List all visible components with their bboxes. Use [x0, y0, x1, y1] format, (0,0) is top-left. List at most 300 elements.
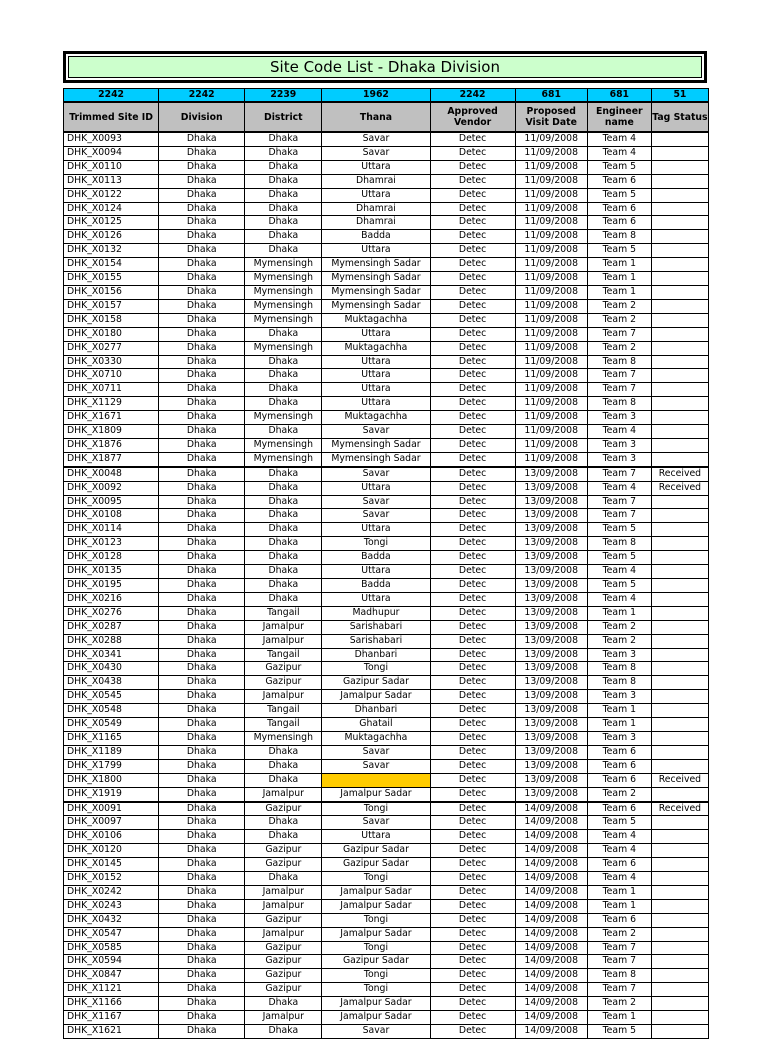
- table-cell[interactable]: Dhaka: [245, 230, 322, 244]
- table-cell[interactable]: Detec: [430, 885, 515, 899]
- table-cell[interactable]: [651, 718, 708, 732]
- table-cell[interactable]: [651, 955, 708, 969]
- table-cell[interactable]: Muktagachha: [322, 731, 430, 745]
- table-cell[interactable]: 11/09/2008: [515, 230, 587, 244]
- table-cell[interactable]: Team 2: [587, 787, 651, 801]
- table-cell[interactable]: DHK_X0113: [64, 174, 159, 188]
- table-cell[interactable]: DHK_X0847: [64, 969, 159, 983]
- table-cell[interactable]: Detec: [430, 537, 515, 551]
- table-cell[interactable]: [651, 759, 708, 773]
- table-cell[interactable]: 14/09/2008: [515, 899, 587, 913]
- table-cell[interactable]: Detec: [430, 787, 515, 801]
- table-cell[interactable]: Mymensingh: [245, 438, 322, 452]
- table-cell[interactable]: Tongi: [322, 983, 430, 997]
- table-cell[interactable]: Tangail: [245, 606, 322, 620]
- table-cell[interactable]: 13/09/2008: [515, 592, 587, 606]
- table-cell[interactable]: Dhaka: [245, 467, 322, 481]
- table-cell[interactable]: Dhaka: [245, 146, 322, 160]
- table-cell[interactable]: Team 3: [587, 452, 651, 466]
- table-cell[interactable]: [651, 355, 708, 369]
- table-cell[interactable]: 13/09/2008: [515, 690, 587, 704]
- table-cell[interactable]: 11/09/2008: [515, 452, 587, 466]
- table-cell[interactable]: DHK_X0277: [64, 341, 159, 355]
- table-cell[interactable]: Detec: [430, 438, 515, 452]
- table-cell[interactable]: Team 1: [587, 258, 651, 272]
- table-cell[interactable]: 11/09/2008: [515, 216, 587, 230]
- table-cell[interactable]: Detec: [430, 634, 515, 648]
- table-cell[interactable]: Dhaka: [159, 411, 245, 425]
- table-cell[interactable]: Team 6: [587, 174, 651, 188]
- table-cell[interactable]: DHK_X0154: [64, 258, 159, 272]
- table-cell[interactable]: Detec: [430, 495, 515, 509]
- table-cell[interactable]: Mymensingh: [245, 411, 322, 425]
- table-cell[interactable]: DHK_X0152: [64, 872, 159, 886]
- table-cell[interactable]: Team 2: [587, 299, 651, 313]
- table-cell[interactable]: Team 8: [587, 230, 651, 244]
- table-cell[interactable]: [651, 258, 708, 272]
- table-cell[interactable]: 14/09/2008: [515, 872, 587, 886]
- table-cell[interactable]: Detec: [430, 299, 515, 313]
- table-cell[interactable]: Detec: [430, 551, 515, 565]
- table-cell[interactable]: Team 1: [587, 704, 651, 718]
- table-cell[interactable]: DHK_X1809: [64, 425, 159, 439]
- table-cell[interactable]: Dhaka: [159, 383, 245, 397]
- table-cell[interactable]: [651, 927, 708, 941]
- table-cell[interactable]: 14/09/2008: [515, 1025, 587, 1039]
- table-cell[interactable]: DHK_X0288: [64, 634, 159, 648]
- table-cell[interactable]: Dhaka: [245, 383, 322, 397]
- table-cell[interactable]: 14/09/2008: [515, 816, 587, 830]
- table-cell[interactable]: Dhaka: [159, 997, 245, 1011]
- table-cell[interactable]: 11/09/2008: [515, 313, 587, 327]
- table-cell[interactable]: 13/09/2008: [515, 634, 587, 648]
- table-cell[interactable]: Detec: [430, 844, 515, 858]
- table-cell[interactable]: Team 6: [587, 858, 651, 872]
- table-cell[interactable]: [651, 745, 708, 759]
- table-cell[interactable]: DHK_X0122: [64, 188, 159, 202]
- table-cell[interactable]: DHK_X1621: [64, 1025, 159, 1039]
- table-cell[interactable]: Dhaka: [245, 481, 322, 495]
- table-cell[interactable]: [651, 537, 708, 551]
- table-cell[interactable]: DHK_X1919: [64, 787, 159, 801]
- table-cell[interactable]: Detec: [430, 272, 515, 286]
- table-cell[interactable]: 11/09/2008: [515, 146, 587, 160]
- table-cell[interactable]: 11/09/2008: [515, 341, 587, 355]
- table-cell[interactable]: Ghatail: [322, 718, 430, 732]
- table-cell[interactable]: Detec: [430, 899, 515, 913]
- table-cell[interactable]: [651, 341, 708, 355]
- table-cell[interactable]: DHK_X1189: [64, 745, 159, 759]
- table-cell[interactable]: Dhaka: [159, 1025, 245, 1039]
- table-cell[interactable]: Tongi: [322, 537, 430, 551]
- table-cell[interactable]: [651, 285, 708, 299]
- table-cell[interactable]: Detec: [430, 759, 515, 773]
- table-cell[interactable]: Dhaka: [159, 230, 245, 244]
- table-cell[interactable]: Badda: [322, 551, 430, 565]
- table-cell[interactable]: Uttara: [322, 160, 430, 174]
- table-cell[interactable]: Dhaka: [159, 467, 245, 481]
- table-cell[interactable]: Team 7: [587, 941, 651, 955]
- table-cell[interactable]: Received: [651, 481, 708, 495]
- table-cell[interactable]: [651, 830, 708, 844]
- table-cell[interactable]: Gazipur Sadar: [322, 955, 430, 969]
- table-cell[interactable]: Uttara: [322, 188, 430, 202]
- table-cell[interactable]: Dhaka: [159, 355, 245, 369]
- table-cell[interactable]: Dhaka: [159, 872, 245, 886]
- table-cell[interactable]: DHK_X0097: [64, 816, 159, 830]
- table-cell[interactable]: Detec: [430, 830, 515, 844]
- table-cell[interactable]: 14/09/2008: [515, 969, 587, 983]
- table-cell[interactable]: Jamalpur Sadar: [322, 997, 430, 1011]
- table-cell[interactable]: Team 4: [587, 592, 651, 606]
- table-cell[interactable]: Detec: [430, 662, 515, 676]
- table-cell[interactable]: 14/09/2008: [515, 802, 587, 816]
- table-cell[interactable]: Dhaka: [245, 202, 322, 216]
- table-cell[interactable]: Dhaka: [159, 718, 245, 732]
- table-cell[interactable]: Detec: [430, 648, 515, 662]
- table-cell[interactable]: Team 8: [587, 397, 651, 411]
- table-cell[interactable]: 11/09/2008: [515, 132, 587, 146]
- table-cell[interactable]: Detec: [430, 146, 515, 160]
- table-cell[interactable]: [651, 244, 708, 258]
- table-cell[interactable]: Detec: [430, 997, 515, 1011]
- table-cell[interactable]: DHK_X0158: [64, 313, 159, 327]
- table-cell[interactable]: Savar: [322, 1025, 430, 1039]
- table-cell[interactable]: Mymensingh: [245, 285, 322, 299]
- table-cell[interactable]: 14/09/2008: [515, 955, 587, 969]
- table-cell[interactable]: [651, 858, 708, 872]
- table-cell[interactable]: Team 2: [587, 620, 651, 634]
- table-cell[interactable]: Gazipur: [245, 955, 322, 969]
- table-cell[interactable]: 14/09/2008: [515, 1011, 587, 1025]
- table-cell[interactable]: Dhaka: [159, 690, 245, 704]
- table-cell[interactable]: 11/09/2008: [515, 258, 587, 272]
- table-cell[interactable]: Gazipur Sadar: [322, 844, 430, 858]
- table-cell[interactable]: Team 7: [587, 495, 651, 509]
- table-cell[interactable]: Dhaka: [159, 160, 245, 174]
- table-cell[interactable]: Dhaka: [159, 188, 245, 202]
- table-cell[interactable]: Savar: [322, 509, 430, 523]
- table-cell[interactable]: DHK_X1129: [64, 397, 159, 411]
- table-cell[interactable]: Gazipur: [245, 941, 322, 955]
- table-cell[interactable]: Received: [651, 773, 708, 787]
- table-cell[interactable]: Team 6: [587, 759, 651, 773]
- table-cell[interactable]: Dhaka: [159, 244, 245, 258]
- table-cell[interactable]: Uttara: [322, 244, 430, 258]
- table-cell[interactable]: DHK_X1877: [64, 452, 159, 466]
- table-cell[interactable]: Detec: [430, 174, 515, 188]
- table-cell[interactable]: Dhaka: [159, 132, 245, 146]
- table-cell[interactable]: Savar: [322, 745, 430, 759]
- table-cell[interactable]: 13/09/2008: [515, 606, 587, 620]
- table-cell[interactable]: Dhaka: [245, 160, 322, 174]
- table-cell[interactable]: Mymensingh: [245, 341, 322, 355]
- table-cell[interactable]: [651, 941, 708, 955]
- table-cell[interactable]: 13/09/2008: [515, 537, 587, 551]
- table-cell[interactable]: 11/09/2008: [515, 160, 587, 174]
- table-cell[interactable]: Dhaka: [245, 592, 322, 606]
- table-cell[interactable]: DHK_X0092: [64, 481, 159, 495]
- table-cell[interactable]: DHK_X0124: [64, 202, 159, 216]
- table-cell[interactable]: Savar: [322, 467, 430, 481]
- table-cell[interactable]: Mymensingh Sadar: [322, 258, 430, 272]
- table-cell[interactable]: Detec: [430, 509, 515, 523]
- table-cell[interactable]: Dhaka: [159, 438, 245, 452]
- table-cell[interactable]: DHK_X0094: [64, 146, 159, 160]
- table-cell[interactable]: Dhaka: [159, 579, 245, 593]
- table-cell[interactable]: Tangail: [245, 648, 322, 662]
- table-cell[interactable]: 13/09/2008: [515, 731, 587, 745]
- table-cell[interactable]: Dhaka: [245, 1025, 322, 1039]
- table-cell[interactable]: [651, 690, 708, 704]
- table-cell[interactable]: Jamalpur: [245, 634, 322, 648]
- table-cell[interactable]: Dhamrai: [322, 174, 430, 188]
- table-cell[interactable]: [651, 383, 708, 397]
- table-cell[interactable]: Detec: [430, 858, 515, 872]
- table-cell[interactable]: DHK_X0091: [64, 802, 159, 816]
- table-cell[interactable]: 13/09/2008: [515, 565, 587, 579]
- table-cell[interactable]: [651, 676, 708, 690]
- table-cell[interactable]: Team 5: [587, 816, 651, 830]
- table-cell[interactable]: Team 6: [587, 216, 651, 230]
- table-cell[interactable]: Tangail: [245, 704, 322, 718]
- table-cell[interactable]: Savar: [322, 759, 430, 773]
- table-cell[interactable]: Jamalpur: [245, 787, 322, 801]
- table-cell[interactable]: Team 6: [587, 202, 651, 216]
- table-cell[interactable]: DHK_X1799: [64, 759, 159, 773]
- table-cell[interactable]: Dhaka: [159, 773, 245, 787]
- table-cell[interactable]: [651, 146, 708, 160]
- table-cell[interactable]: [651, 648, 708, 662]
- table-cell[interactable]: Dhaka: [159, 830, 245, 844]
- table-cell[interactable]: Jamalpur Sadar: [322, 1011, 430, 1025]
- table-cell[interactable]: DHK_X0106: [64, 830, 159, 844]
- table-cell[interactable]: Jamalpur Sadar: [322, 690, 430, 704]
- table-cell[interactable]: DHK_X0114: [64, 523, 159, 537]
- table-cell[interactable]: Dhaka: [159, 648, 245, 662]
- table-cell[interactable]: Dhaka: [159, 704, 245, 718]
- table-cell[interactable]: [651, 606, 708, 620]
- table-cell[interactable]: Detec: [430, 452, 515, 466]
- table-cell[interactable]: 13/09/2008: [515, 704, 587, 718]
- table-cell[interactable]: [651, 579, 708, 593]
- table-cell[interactable]: Mymensingh: [245, 731, 322, 745]
- table-cell[interactable]: Jamalpur Sadar: [322, 927, 430, 941]
- table-cell[interactable]: 13/09/2008: [515, 759, 587, 773]
- table-cell[interactable]: Dhaka: [245, 523, 322, 537]
- table-cell[interactable]: Dhaka: [159, 481, 245, 495]
- table-cell[interactable]: [651, 634, 708, 648]
- table-cell[interactable]: Mymensingh Sadar: [322, 285, 430, 299]
- table-cell[interactable]: Dhaka: [159, 495, 245, 509]
- table-cell[interactable]: 11/09/2008: [515, 383, 587, 397]
- table-cell[interactable]: [651, 495, 708, 509]
- table-cell[interactable]: DHK_X0287: [64, 620, 159, 634]
- table-cell[interactable]: DHK_X0548: [64, 704, 159, 718]
- table-cell[interactable]: 11/09/2008: [515, 202, 587, 216]
- table-cell[interactable]: [651, 1011, 708, 1025]
- table-cell[interactable]: Detec: [430, 160, 515, 174]
- table-cell[interactable]: Gazipur Sadar: [322, 676, 430, 690]
- table-cell[interactable]: Dhaka: [245, 369, 322, 383]
- table-cell[interactable]: Dhaka: [245, 579, 322, 593]
- table-cell[interactable]: Detec: [430, 731, 515, 745]
- table-cell[interactable]: Detec: [430, 983, 515, 997]
- table-cell[interactable]: DHK_X0341: [64, 648, 159, 662]
- table-cell[interactable]: Team 6: [587, 773, 651, 787]
- table-cell[interactable]: DHK_X1876: [64, 438, 159, 452]
- table-cell[interactable]: Dhaka: [159, 551, 245, 565]
- table-cell[interactable]: Dhaka: [245, 495, 322, 509]
- table-cell[interactable]: Badda: [322, 579, 430, 593]
- table-cell[interactable]: Team 7: [587, 509, 651, 523]
- table-cell[interactable]: Team 5: [587, 1025, 651, 1039]
- table-cell[interactable]: Dhaka: [159, 858, 245, 872]
- table-cell[interactable]: Uttara: [322, 383, 430, 397]
- table-cell[interactable]: [651, 509, 708, 523]
- table-cell[interactable]: Dhaka: [159, 634, 245, 648]
- table-cell[interactable]: DHK_X0585: [64, 941, 159, 955]
- table-cell[interactable]: DHK_X0710: [64, 369, 159, 383]
- table-cell[interactable]: Dhamrai: [322, 202, 430, 216]
- table-cell[interactable]: Mymensingh: [245, 313, 322, 327]
- table-cell[interactable]: Detec: [430, 565, 515, 579]
- table-cell[interactable]: Gazipur: [245, 844, 322, 858]
- table-cell[interactable]: Dhaka: [159, 787, 245, 801]
- table-cell[interactable]: Detec: [430, 523, 515, 537]
- table-cell[interactable]: Dhaka: [159, 969, 245, 983]
- table-cell[interactable]: Team 1: [587, 1011, 651, 1025]
- table-cell[interactable]: Dhaka: [245, 551, 322, 565]
- table-cell[interactable]: Detec: [430, 202, 515, 216]
- table-cell[interactable]: Savar: [322, 816, 430, 830]
- table-cell[interactable]: Muktagachha: [322, 411, 430, 425]
- table-cell[interactable]: Gazipur: [245, 969, 322, 983]
- table-cell[interactable]: DHK_X0157: [64, 299, 159, 313]
- table-cell[interactable]: Team 1: [587, 606, 651, 620]
- table-cell[interactable]: DHK_X0711: [64, 383, 159, 397]
- table-cell[interactable]: Savar: [322, 495, 430, 509]
- table-cell[interactable]: Detec: [430, 579, 515, 593]
- table-cell[interactable]: Team 4: [587, 872, 651, 886]
- table-cell[interactable]: [651, 132, 708, 146]
- table-cell[interactable]: Dhaka: [159, 565, 245, 579]
- table-cell[interactable]: Team 4: [587, 565, 651, 579]
- table-cell[interactable]: Savar: [322, 132, 430, 146]
- table-cell[interactable]: [651, 551, 708, 565]
- table-cell[interactable]: DHK_X0095: [64, 495, 159, 509]
- table-cell[interactable]: [651, 160, 708, 174]
- table-cell[interactable]: 11/09/2008: [515, 272, 587, 286]
- table-cell[interactable]: Tongi: [322, 802, 430, 816]
- table-cell[interactable]: Tongi: [322, 872, 430, 886]
- table-cell[interactable]: Detec: [430, 1025, 515, 1039]
- table-cell[interactable]: DHK_X0156: [64, 285, 159, 299]
- table-cell[interactable]: Dhaka: [245, 773, 322, 787]
- table-cell[interactable]: Mymensingh: [245, 258, 322, 272]
- table-cell[interactable]: Team 4: [587, 425, 651, 439]
- table-cell[interactable]: Team 7: [587, 327, 651, 341]
- table-cell[interactable]: Dhaka: [245, 188, 322, 202]
- table-cell[interactable]: [651, 327, 708, 341]
- table-cell[interactable]: Dhaka: [245, 537, 322, 551]
- table-cell[interactable]: Team 8: [587, 676, 651, 690]
- table-cell[interactable]: DHK_X0216: [64, 592, 159, 606]
- table-cell[interactable]: DHK_X0108: [64, 509, 159, 523]
- table-cell[interactable]: Team 8: [587, 969, 651, 983]
- table-cell[interactable]: Detec: [430, 244, 515, 258]
- table-cell[interactable]: Mymensingh Sadar: [322, 452, 430, 466]
- table-cell[interactable]: Dhaka: [245, 830, 322, 844]
- table-cell[interactable]: DHK_X0243: [64, 899, 159, 913]
- table-cell[interactable]: Team 7: [587, 955, 651, 969]
- table-cell[interactable]: Detec: [430, 327, 515, 341]
- table-cell[interactable]: [651, 816, 708, 830]
- table-cell[interactable]: DHK_X0126: [64, 230, 159, 244]
- table-cell[interactable]: [651, 230, 708, 244]
- table-cell[interactable]: Team 4: [587, 132, 651, 146]
- table-cell[interactable]: Detec: [430, 285, 515, 299]
- table-cell[interactable]: 14/09/2008: [515, 927, 587, 941]
- table-cell[interactable]: [651, 731, 708, 745]
- table-cell[interactable]: DHK_X0432: [64, 913, 159, 927]
- table-cell[interactable]: Jamalpur: [245, 885, 322, 899]
- table-cell[interactable]: DHK_X1167: [64, 1011, 159, 1025]
- table-cell[interactable]: 14/09/2008: [515, 997, 587, 1011]
- table-cell[interactable]: Dhaka: [245, 327, 322, 341]
- table-cell[interactable]: Dhaka: [159, 885, 245, 899]
- table-cell[interactable]: [651, 452, 708, 466]
- table-cell[interactable]: Uttara: [322, 481, 430, 495]
- table-cell[interactable]: Detec: [430, 355, 515, 369]
- table-cell[interactable]: Dhaka: [159, 537, 245, 551]
- table-cell[interactable]: 11/09/2008: [515, 397, 587, 411]
- table-cell[interactable]: Dhaka: [245, 816, 322, 830]
- table-cell[interactable]: Dhaka: [159, 523, 245, 537]
- table-cell[interactable]: Jamalpur Sadar: [322, 885, 430, 899]
- table-cell[interactable]: DHK_X0594: [64, 955, 159, 969]
- table-cell[interactable]: DHK_X0125: [64, 216, 159, 230]
- table-cell[interactable]: DHK_X0430: [64, 662, 159, 676]
- table-cell[interactable]: Uttara: [322, 397, 430, 411]
- table-cell[interactable]: [322, 773, 430, 787]
- table-cell[interactable]: Detec: [430, 816, 515, 830]
- table-cell[interactable]: Team 2: [587, 997, 651, 1011]
- table-cell[interactable]: Gazipur Sadar: [322, 858, 430, 872]
- table-cell[interactable]: Tongi: [322, 913, 430, 927]
- table-cell[interactable]: Dhaka: [159, 913, 245, 927]
- table-cell[interactable]: Dhaka: [159, 955, 245, 969]
- table-cell[interactable]: Mymensingh: [245, 299, 322, 313]
- table-cell[interactable]: Uttara: [322, 355, 430, 369]
- table-cell[interactable]: [651, 397, 708, 411]
- table-cell[interactable]: Mymensingh Sadar: [322, 438, 430, 452]
- table-cell[interactable]: Detec: [430, 313, 515, 327]
- table-cell[interactable]: Dhaka: [245, 759, 322, 773]
- table-cell[interactable]: 11/09/2008: [515, 411, 587, 425]
- table-cell[interactable]: Detec: [430, 425, 515, 439]
- table-cell[interactable]: DHK_X0123: [64, 537, 159, 551]
- table-cell[interactable]: DHK_X1671: [64, 411, 159, 425]
- table-cell[interactable]: [651, 997, 708, 1011]
- table-cell[interactable]: Dhaka: [245, 132, 322, 146]
- table-cell[interactable]: [651, 969, 708, 983]
- table-cell[interactable]: Mymensingh: [245, 272, 322, 286]
- table-cell[interactable]: [651, 787, 708, 801]
- table-cell[interactable]: Mymensingh: [245, 452, 322, 466]
- table-cell[interactable]: Dhaka: [245, 174, 322, 188]
- table-cell[interactable]: 13/09/2008: [515, 495, 587, 509]
